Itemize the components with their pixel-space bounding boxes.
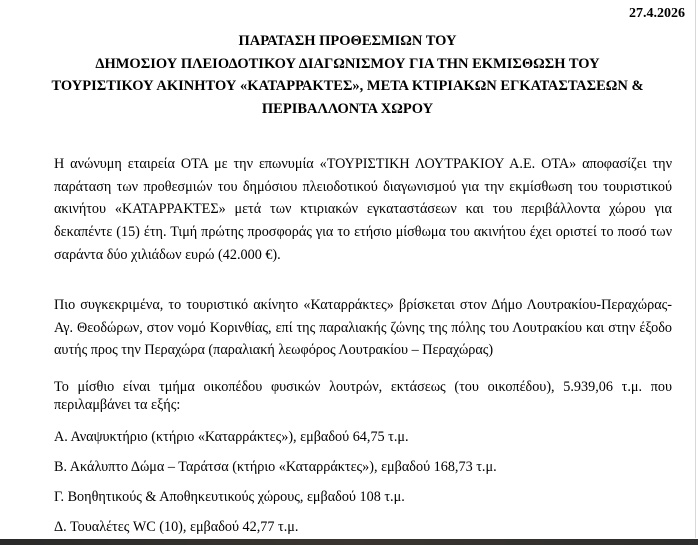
list-item: Α. Αναψυκτήριο (κτήριο «Καταρράκτες»), εμβαδού 64,75 τ.μ. bbox=[54, 429, 409, 445]
title-line: ΔΗΜΟΣΙΟΥ ΠΛΕΙΟΔΟΤΙΚΟΥ ΔΙΑΓΩΝΙΣΜΟΥ ΓΙΑ ΤΗΝ ΕΚΜΙΣΘΩΣΗ ΤΟΥ bbox=[95, 55, 600, 72]
list-item: Δ. Τουαλέτες WC (10), εμβαδού 42,77 τ.μ. bbox=[54, 519, 299, 535]
title-line: ΤΟΥΡΙΣΤΙΚΟΥ ΑΚΙΝΗΤΟΥ «ΚΑΤΑΡΡΑΚΤΕΣ», ΜΕΤΑ ΚΤΙΡΙΑΚΩΝ ΕΓΚΑΤΑΣΤΑΣΕΩΝ & bbox=[51, 78, 644, 94]
list-item: Γ. Βοηθητικούς & Αποθηκευτικούς χώρους, εμβαδού 108 τ.μ. bbox=[54, 489, 405, 505]
document-date: 27.4.2026 bbox=[629, 6, 685, 21]
title-line: ΠΕΡΙΒΑΛΛΟΝΤΑ ΧΩΡΟΥ bbox=[261, 100, 434, 117]
list-item: Β. Ακάλυπτο Δώμα – Ταράτσα (κτήριο «Καταρράκτες»), εμβαδού 168,73 τ.μ. bbox=[54, 459, 497, 475]
document-title bbox=[0, 30, 695, 120]
paragraph-property-description: Το μίσθιο είναι τμήμα οικοπέδου φυσικών λουτρών, εκτάσεως (του οικοπέδου), 5.939,06 τ.μ. που περιλαμβάνει τα εξής: bbox=[54, 379, 672, 413]
paragraph-location: Πιο συγκεκριμένα, το τουριστικό ακίνητο «Καταρράκτες» βρίσκεται στον Δήμο Λουτρακίου-Περαχώρας-Αγ. Θεοδώρων, στον νομό Κορινθίας, επί της παραλιακής ζώνης της πόλης του Λουτρακίου και στην έξοδο αυτής προς την Περαχώρα (παραλιακή λεωφόρος Λουτρακίου – Περαχώρας) bbox=[54, 297, 672, 359]
paragraph-announcement: Η ανώνυμη εταιρεία ΟΤΑ με την επωνυμία «ΤΟΥΡΙΣΤΙΚΗ ΛΟΥΤΡΑΚΙΟΥ Α.Ε. ΟΤΑ» αποφασίζει την παράταση των προθεσμιών του δημόσιου πλειοδοτικού διαγωνισμού για την εκμίσθωση του τουριστικού ακινήτου «ΚΑΤΑΡΡΑΚΤΕΣ» μετά των κτιριακών εγκαταστάσεων και του περιβάλλοντα χώρου για δεκαπέντε (15) έτη. Τιμή πρώτης προσφοράς για το ετήσιο μίσθωμα του ακινήτου έχει οριστεί το ποσό των σαράντα δύο χιλιάδων ευρώ (42.000 €). bbox=[54, 156, 672, 263]
bottom-edge-bar bbox=[0, 539, 698, 545]
title-line: ΠΑΡΑΤΑΣΗ ΠΡΟΘΕΣΜΙΩΝ ΤΟΥ bbox=[238, 33, 457, 49]
property-items-list bbox=[54, 428, 672, 548]
